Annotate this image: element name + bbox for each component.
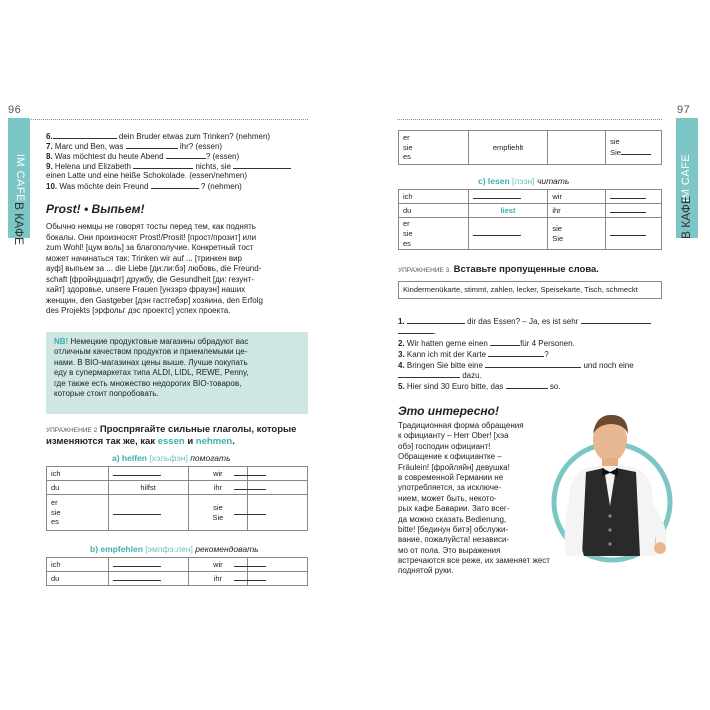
page-number: 97 — [677, 104, 691, 116]
exercise2-title-2: изменяются так же, как essen и nehmen. — [46, 436, 235, 447]
empfehlen-table: ich wir du ihr — [46, 557, 308, 586]
helfen-heading: a) helfen [хэльфэн] помогать — [112, 453, 231, 463]
waiter-illustration — [548, 406, 676, 588]
page-number: 96 — [8, 104, 22, 116]
exercise3-line: 1. dir das Essen? – Ja, es ist sehr — [398, 316, 651, 327]
exercise-line: 8. Was möchtest du heute Abend ? (essen) — [46, 152, 240, 161]
exercise-line: 6. dein Bruder etwas zum Trinken? (nehmen) — [46, 132, 271, 141]
empfiehlt-cell: empfiehlt — [468, 131, 548, 165]
lesen-table: ich wir du liest ihr er sie es sie Sie — [398, 189, 662, 250]
nb-note-box: NB! Немецкие продуктовые магазины обрадуют вас отличным качеством продуктов и приемлемыми це- нами. В BIO-магазинах цены выше. Лучше покупать еду в супермаркетах типа ALDI, LIDL, REWE, Penny, где также есть множество недорогих BIO-товаров, которые стоит попробовать. — [46, 332, 308, 414]
empfehlen-table-cont: er sie es empfiehlt sie Sie — [398, 130, 662, 165]
empfehlen-heading: b) empfehlen [эмпфэ:лен] рекомендовать — [90, 544, 259, 554]
prost-heading: Prost! • Выпьем! — [46, 202, 145, 216]
exercise-line: einen Latte und eine heiße Schokolade. (essen/nehmen) — [46, 171, 248, 180]
exercise3-line: dazu. — [398, 370, 482, 381]
section-tab: IM CAFE — [8, 118, 30, 238]
exercise-line: 9. Helena und Elizabeth nichts, sie — [46, 161, 291, 172]
exercise3-line: . — [398, 326, 436, 337]
exercise-line: 10. Was möchte dein Freund ? (nehmen) — [46, 182, 242, 191]
exercise3-line: 3. Kann ich mit der Karte ? — [398, 350, 549, 359]
helfen-table: ich wir du hilfst ihr er sie es sie Sie — [46, 466, 308, 531]
exercise3-line: 2. Wir hatten gerne einen für 4 Personen. — [398, 339, 575, 348]
word-box: Kindermenükarte, stimmt, zahlen, lecker, Speisekarte, Tisch, schmeckt — [398, 281, 662, 299]
header-rule — [8, 119, 308, 120]
lesen-heading: c) lesen [лэзн] читать — [478, 176, 570, 186]
header-rule — [397, 119, 662, 120]
exercise3-title: УПРАЖНЕНИЕ 3. Вставьте пропущенные слова. — [398, 264, 599, 275]
exercise2-title: УПРАЖНЕНИЕ 2 Проспрягайте сильные глаголы, которые — [46, 424, 297, 435]
interesting-text: Традиционная форма обращения к официанту – Herr Ober! [хэа обэ] господин официант! Обращение к официантке – Fräulein! [фройляйн] девушка! в современной Германии не употребляется, за исключе- нием, может быть, некото- рых кафе Баварии. Зато всег- да можно сказать Bedienung, bitte! [бединун битэ] обслужи- вание, пожалуйста! независи- мо от пола. Это выражения встречаются все реже, их заменяет жест поднятой руки. — [398, 421, 550, 576]
section-tab-right: IM CAFE — [676, 118, 698, 238]
exercise3-line: 4. Bringen Sie bitte eine und noch eine — [398, 361, 634, 370]
prost-text: Обычно немцы не говорят тосты перед тем, как поднять бокалы. Они произносят Prost!/Prosit! [прост/прозит] или zum Wohl! [цум воль] за благополучие. Конкретный тост может начинаться так: Trinken wir auf ... [тринкен вир ауф] выпьем за ... die Liebe [ди:ли:бэ] любовь, die Freund- schaft [фройндшафт] дружбу, die Gesundheit [ди: гезунт- хайт] здоровье, unsere Frauen [унзэрэ фрауэн] наших женщин, den Gastgeber [дэн гастгебэр] хозяина, den Erfolg des Projekts [эрфольг дэс проектс] успех проекта. — [46, 222, 263, 316]
section-subtab-right: В КАФЕ — [679, 195, 694, 239]
interesting-heading: Это интересно! — [398, 404, 499, 418]
section-subtab: В КАФЕ — [12, 201, 27, 245]
exercise-line: 7. Marc und Ben, was ihr? (essen) — [46, 142, 223, 151]
exercise3-line: 5. Hier sind 30 Euro bitte, das so. — [398, 382, 561, 391]
